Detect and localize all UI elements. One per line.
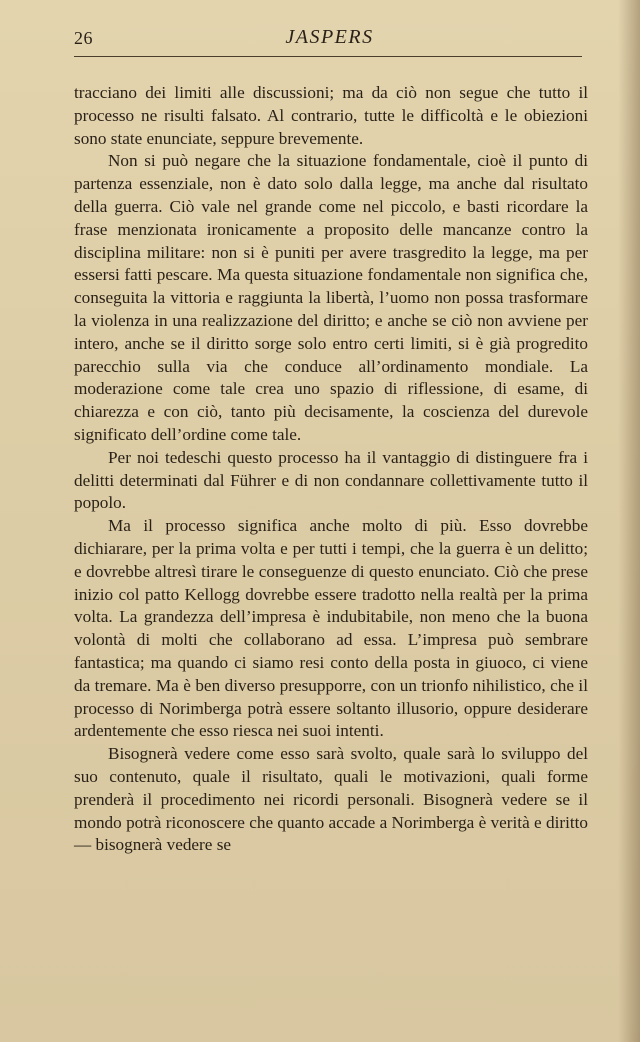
body-text [74,82,588,857]
paragraph-continuation: tracciano dei limiti alle discussioni; ma da ciò non segue che tutto il processo ne risulti falsato. Al contrario, tutte le difficoltà e le obiezioni sono state enunciate, seppure brevemente. [74,83,588,148]
paragraph: Non si può negare che la situazione fondamentale, cioè il punto di partenza essenziale, non è dato solo dalla legge, ma anche dal risultato della guerra. Ciò vale nel grande come nel piccolo, e basti ricordare la frase menzionata ironicamente a proposito delle mancanze contro la disciplina militare: non si è puniti per avere trasgredito la legge, ma per essersi fatti pescare. Ma questa situazione fondamentale non significa che, conseguita la vittoria e raggiunta la libertà, l’uomo non possa trasformare la violenza in una realizzazione del diritto; e anche se ciò non avviene per intero, anche se il diritto sorge solo entro certi limiti, si è già progredito parecchio sulla via che conduce all’ordinamento mondiale. La moderazione come tale crea uno spazio di riflessione, di esame, di chiarezza e con ciò, tanto più decisamente, la coscienza del durevole significato dell’ordine come tale. [74,151,588,444]
page-number: 26 [74,28,93,48]
paragraph: Per noi tedeschi questo processo ha il vantaggio di distinguere fra i delitti determinati dal Führer e di non condannare collettivamente tutto il popolo. [74,447,588,513]
running-title: JASPERS [285,26,374,48]
header-rule [74,56,582,57]
page-edge-shadow [618,0,640,1042]
paragraph: Bisognerà vedere come esso sarà svolto, quale sarà lo sviluppo del suo contenuto, quale il risultato, quali le motivazioni, quali forme prenderà il procedimento nei ricordi personali. Bisognerà vedere se il mondo potrà riconoscere che quanto accade a Norimberga è verità e diritto — bisognerà vedere se [74,744,588,855]
page-header [72,26,587,56]
paragraph: Ma il processo significa anche molto di più. Esso dovrebbe dichiarare, per la prima volta e per tutti i tempi, che la guerra è un delitto; e dovrebbe altresì tirare le conseguenze di questo enunciato. Ciò che prese inizio col patto Kellogg dovrebbe essere tradotto nella realtà per la prima volta. La grandezza dell’impresa è indubitabile, non meno che la buona volontà di molti che collaborano ad essa. L’impresa può sembrare fantastica; ma quando ci siamo resi conto della posta in giuoco, ci viene da tremare. Ma è ben diverso presupporre, con un trionfo nihilistico, che il processo di Norimberga potrà essere soltanto illusorio, oppure desiderare ardentemente che esso riesca nei suoi intenti. [74,516,588,741]
